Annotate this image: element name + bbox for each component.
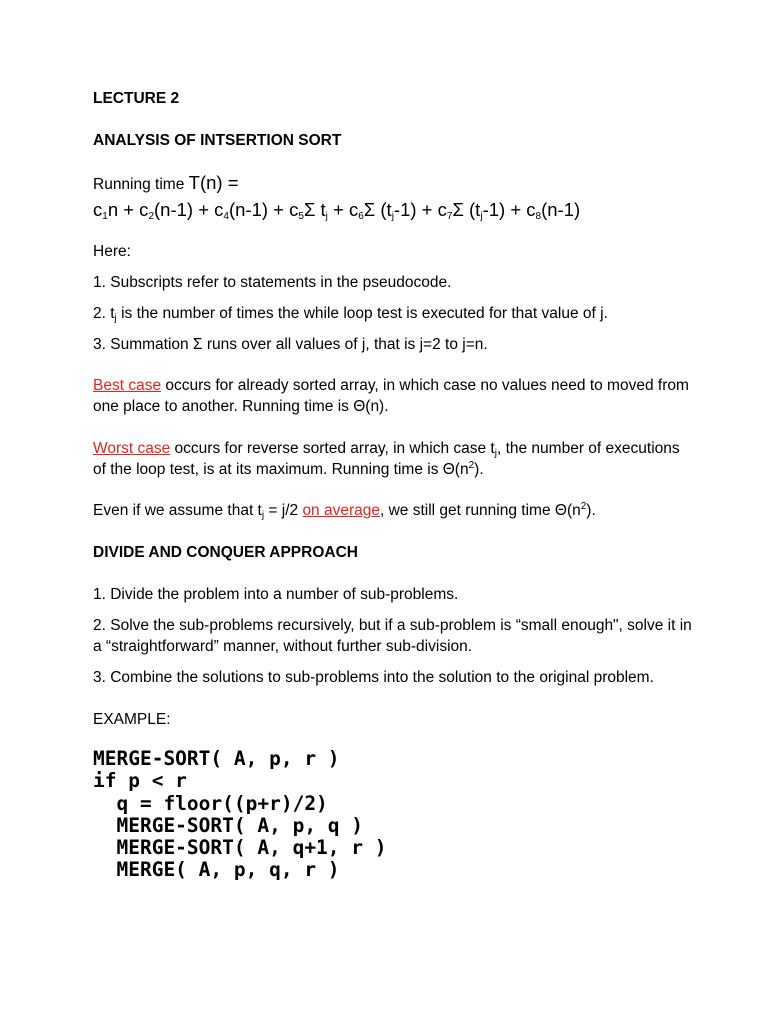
average-pre: Even if we assume that t — [93, 502, 262, 519]
formula-term-6: Σ (t — [363, 199, 392, 220]
formula-term-6a: + c — [327, 199, 359, 220]
best-case-paragraph — [93, 375, 693, 417]
formula-term-7a: -1) + c — [393, 199, 447, 220]
formula-sub-j-2: j — [391, 211, 394, 222]
formula-sub-j-1: j — [325, 211, 328, 222]
note-2-text: is the number of times the while loop test is executed for that value of j. — [116, 305, 608, 322]
note-1: 1. Subscripts refer to statements in the pseudocode. — [93, 274, 452, 291]
formula-term-4: (n-1) + c — [228, 199, 299, 220]
note-2-prefix: 2. t — [93, 305, 115, 322]
formula-term-5: Σ t — [303, 199, 326, 220]
formula-term-1: n + c — [107, 199, 149, 220]
section-heading-insertion-sort: ANALYSIS OF INTSERTION SORT — [93, 132, 342, 149]
formula-term-8a: -1) + c — [482, 199, 536, 220]
here-label: Here: — [93, 243, 131, 260]
average-post: , we still get running time Θ(n — [380, 502, 581, 519]
lecture-title: LECTURE 2 — [93, 90, 180, 107]
worst-case-paragraph — [93, 438, 693, 480]
formula-sub-4: 4 — [223, 211, 229, 222]
code-line: MERGE-SORT( A, p, q ) — [93, 813, 364, 837]
document-page — [93, 88, 693, 882]
code-line: MERGE-SORT( A, p, r ) — [93, 747, 340, 770]
on-average-link[interactable]: on average — [302, 502, 380, 519]
formula-sub-2: 2 — [148, 211, 154, 222]
code-line: MERGE( A, p, q, r ) — [93, 858, 340, 882]
running-time-lhs: T(n) = — [188, 172, 239, 193]
formula-sub-8: 8 — [535, 211, 542, 222]
formula-sub-1: 1 — [102, 211, 108, 222]
average-paragraph — [93, 500, 693, 521]
code-line: if p < r — [93, 769, 187, 793]
running-time-formula — [93, 197, 693, 223]
example-label: EXAMPLE: — [93, 711, 171, 728]
formula-term-2: (n-1) + c — [154, 199, 224, 220]
average-sub: j — [261, 510, 265, 521]
worst-case-text-1: occurs for reverse sorted array, in which case t — [170, 440, 495, 457]
code-line: q = floor((p+r)/2) — [93, 791, 328, 815]
formula-sub-6: 6 — [358, 211, 364, 222]
step-2: 2. Solve the sub-problems recursively, but if a sub-problem is “small enough", solve it in a “straightforward” manner, without further sub-division. — [93, 617, 692, 655]
section-heading-divide-conquer: DIVIDE AND CONQUER APPROACH — [93, 544, 358, 561]
note-3: 3. Summation Σ runs over all values of j, that is j=2 to j=n. — [93, 336, 488, 353]
running-time-label: Running time — [93, 176, 185, 193]
step-1: 1. Divide the problem into a number of sub-problems. — [93, 586, 459, 603]
note-2-sub: j — [114, 313, 117, 324]
step-3: 3. Combine the solutions to sub-problems into the solution to the original problem. — [93, 669, 654, 686]
worst-case-text-3: ). — [474, 461, 484, 478]
pseudocode-block — [93, 748, 693, 882]
worst-case-text-2: , the number of executions of the loop test, is at its maximum. Running time is Θ(n — [93, 440, 680, 478]
formula-c: c — [93, 199, 103, 220]
best-case-link[interactable]: Best case — [93, 377, 162, 394]
average-mid: = j/2 — [264, 502, 303, 519]
worst-case-sup: 2 — [468, 460, 475, 471]
note-2 — [93, 303, 693, 324]
formula-term-8: (n-1) — [541, 199, 581, 220]
running-time-line — [93, 171, 693, 197]
code-line: MERGE-SORT( A, q+1, r ) — [93, 836, 387, 860]
worst-case-sub: j — [494, 448, 497, 459]
formula-sub-5: 5 — [298, 211, 304, 222]
formula-sub-j-3: j — [480, 211, 483, 222]
formula-term-7: Σ (t — [452, 199, 481, 220]
worst-case-link[interactable]: Worst case — [93, 440, 171, 457]
average-end: ). — [586, 502, 596, 519]
best-case-text: occurs for already sorted array, in which case no values need to moved from one place to another. Running time is Θ(n). — [93, 377, 689, 415]
formula-sub-7: 7 — [446, 211, 453, 222]
average-sup: 2 — [580, 501, 587, 512]
